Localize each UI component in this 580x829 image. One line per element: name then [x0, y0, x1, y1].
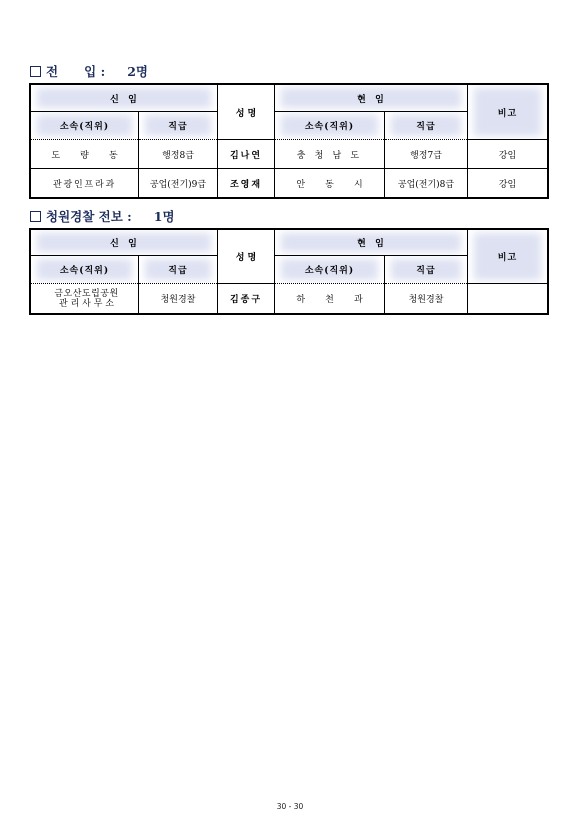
header-rank-current: 직급: [385, 256, 468, 284]
section-count: 1명: [153, 209, 175, 224]
table-row: [31, 284, 548, 314]
header-name: 성 명: [218, 85, 275, 140]
new-rank-cell: 행정8급: [139, 140, 218, 169]
new-dept-line2: 관 리 사 무 소: [59, 298, 114, 309]
new-dept-line1: 금오산도립공원: [54, 288, 119, 299]
header-dept-current: 소속(직위): [275, 256, 385, 284]
new-rank-cell: 청원경찰: [139, 284, 218, 314]
header-name: 성 명: [218, 230, 275, 284]
remarks-cell: 강임: [468, 169, 548, 198]
header-rank-current: 직급: [385, 112, 468, 140]
police-transfer-table: [30, 229, 548, 314]
remarks-cell: [468, 284, 548, 314]
page-number: 30 - 30: [276, 802, 304, 811]
header-current-post: 현 임: [275, 85, 468, 112]
checkbox-square-icon: [30, 211, 41, 222]
new-dept-cell: 관광인프라과: [31, 169, 139, 198]
current-rank-cell: 공업(전기)8급: [385, 169, 468, 198]
header-rank-new: 직급: [139, 256, 218, 284]
header-dept-new: 소속(직위): [31, 256, 139, 284]
checkbox-square-icon: [30, 66, 41, 77]
current-dept-cell: 하 천 과: [275, 284, 385, 314]
header-remarks: 비고: [468, 230, 548, 284]
section-title-transfer-in: [30, 62, 148, 80]
name-cell: 김종구: [218, 284, 275, 314]
current-dept-cell: 충 청 남 도: [275, 140, 385, 169]
section-count: 2명: [127, 64, 149, 79]
table-row: [31, 140, 548, 169]
current-rank-cell: 청원경찰: [385, 284, 468, 314]
new-rank-cell: 공업(전기)9급: [139, 169, 218, 198]
name-cell: 김나연: [218, 140, 275, 169]
new-dept-cell: [31, 284, 139, 314]
header-dept-current: 소속(직위): [275, 112, 385, 140]
new-dept-cell: 도 량 동: [31, 140, 139, 169]
transfer-in-table: [30, 84, 548, 198]
header-current-post: 현 임: [275, 230, 468, 256]
header-dept-new: 소속(직위): [31, 112, 139, 140]
current-dept-cell: 안 동 시: [275, 169, 385, 198]
remarks-cell: 강임: [468, 140, 548, 169]
header-new-post: 신 임: [31, 230, 218, 256]
section-title-police-transfer: [30, 207, 175, 225]
header-remarks: 비고: [468, 85, 548, 140]
section-title-text: 전 입 :: [46, 64, 106, 79]
header-rank-new: 직급: [139, 112, 218, 140]
table-row: [31, 169, 548, 198]
name-cell: 조영재: [218, 169, 275, 198]
section-title-text: 청원경찰 전보 :: [46, 209, 132, 224]
current-rank-cell: 행정7급: [385, 140, 468, 169]
header-new-post: 신 임: [31, 85, 218, 112]
